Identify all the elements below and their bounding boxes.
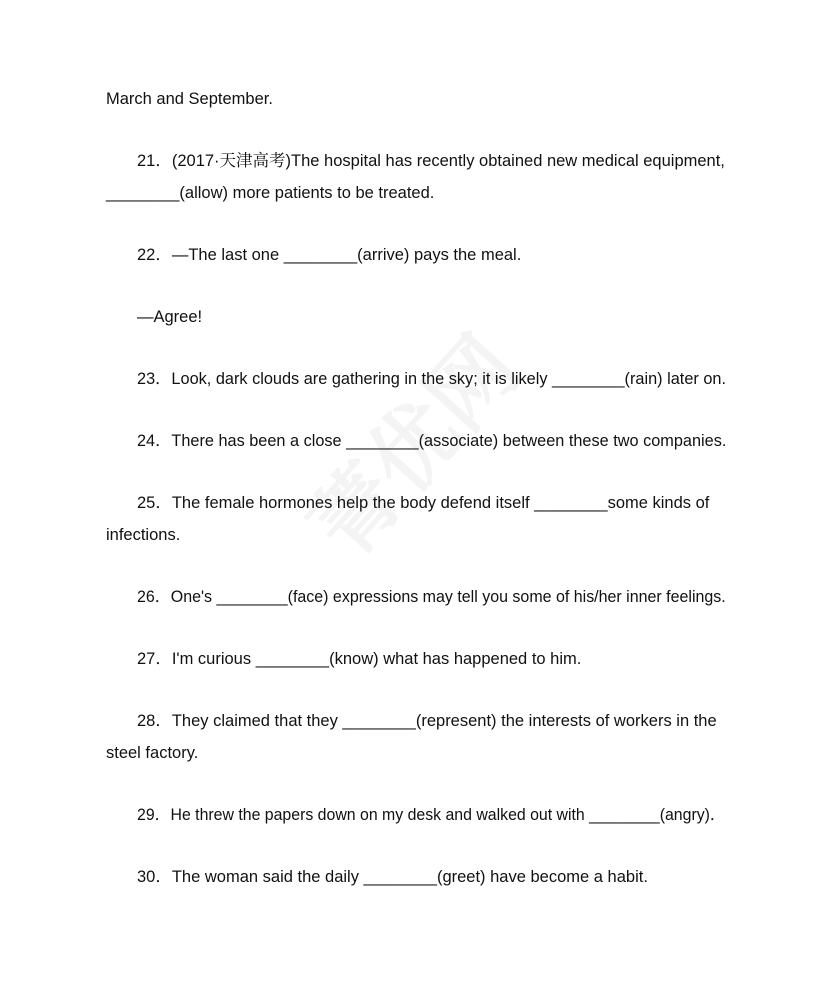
question-23: 23．Look, dark clouds are gathering in the sky; it is likely ________(rain) later on. <box>137 370 727 388</box>
question-30: 30．The woman said the daily ________(greet) have become a habit. <box>137 868 648 886</box>
question-27: 27．I'm curious ________(know) what has happened to him. <box>137 650 582 668</box>
question-25-line-2: infections. <box>106 526 181 544</box>
question-22-line-1: 22．—The last one ________(arrive) pays the meal. <box>137 246 522 264</box>
question-28-line-1: 28．They claimed that they ________(represent) the interests of workers in the <box>137 712 717 730</box>
question-21-line-1: 21．(2017·天津高考)The hospital has recently obtained new medical equipment, <box>137 152 725 170</box>
question-29: 29．He threw the papers down on my desk and walked out with ________(angry)． <box>137 806 726 824</box>
question-22-line-2: —Agree! <box>137 308 203 326</box>
question-21-line-2: ________(allow) more patients to be treated. <box>106 184 435 202</box>
question-25-line-1: 25．The female hormones help the body defend itself ________some kinds of <box>137 494 710 512</box>
text-line-march: March and September. <box>106 90 273 108</box>
question-24: 24．There has been a close ________(associate) between these two companies. <box>137 432 727 450</box>
question-26: 26．One's ________(face) expressions may tell you some of his/her inner feelings. <box>137 588 726 606</box>
question-28-line-2: steel factory. <box>106 744 199 762</box>
